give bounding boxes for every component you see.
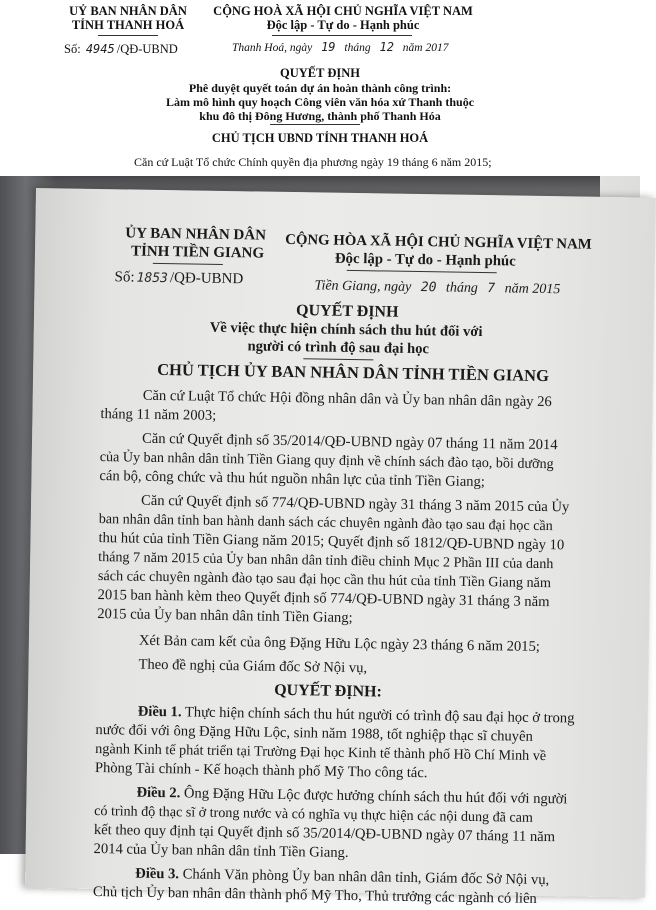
basis-line: 2015 của Ủy ban nhân dân tỉnh Tiền Giang;	[97, 606, 353, 627]
photo-authority-title: CHỦ TỊCH ỦY BAN NHÂN DÂN TỈNH TIỀN GIANG	[157, 359, 550, 386]
decision-title: QUYẾT ĐỊNH	[280, 66, 360, 80]
basis-line: tháng 7 năm 2015 của Ủy ban nhân dân tỉnh điều chỉnh Mục 2 Phần III của danh	[98, 549, 554, 573]
basis-line: Căn cứ Luật Tổ chức Hội đồng nhân dân và Ủy ban nhân dân ngày 26	[142, 387, 552, 411]
article-2-label: Điều 2.	[136, 784, 181, 802]
article-1-label: Điều 1.	[137, 703, 182, 721]
handwritten-day: 19	[321, 40, 336, 54]
article-2-line: 2014 của Ủy ban nhân dân tỉnh Tiền Giang.	[93, 840, 349, 861]
subject-line-1: Phê duyệt quyết toán dự án hoàn thành công trình:	[188, 81, 452, 95]
subject-line-3: khu đô thị Đông Hương, thành phố Thanh Hóa	[199, 109, 441, 123]
basis-line: Căn cứ Quyết định số 774/QĐ-UBND ngày 31 tháng 3 năm 2015 của Ủy	[140, 492, 570, 516]
photo-subject-underline	[303, 358, 373, 360]
national-motto: Độc lập - Tự do - Hạnh phúc	[266, 18, 420, 32]
basis-line: thu hút của tỉnh Tiền Giang năm 2015; Quyết định số 1812/QĐ-UBND ngày 10	[98, 530, 565, 554]
photo-national-title: CỘNG HÒA XÃ HỘI CHỦ NGHĨA VIỆT NAM	[285, 231, 592, 253]
document-number: Số: 4945 /QĐ-UBND	[64, 42, 178, 56]
photo-subject-line-2: người có trình độ sau đại học	[247, 338, 430, 358]
agency-underline	[98, 35, 158, 36]
photo-decision-title: QUYẾT ĐỊNH	[295, 302, 399, 321]
handwritten-month: 12	[379, 40, 394, 54]
article-3-line: Chủ tịch Ủy ban nhân dân thành phố Mỹ Tho, Thủ trưởng các ngành có liên	[92, 883, 537, 907]
national-title: CỘNG HOÀ XÃ HỘI CHỦ NGHĨA VIỆT NAM	[213, 4, 473, 18]
article-2-line: có trình độ thạc sĩ ở trong nước và có nghĩa vụ thực hiện các nội dung đã cam	[94, 802, 534, 826]
article-3-label: Điều 3.	[135, 865, 180, 883]
photo-subject-line-1: Về việc thực hiện chính sách thu hút đối với	[209, 319, 483, 341]
photo-motto-underline	[347, 270, 497, 273]
article-1-line: ngành Kinh tế phát triển tại Trường Đại học Kinh tế thành phố Hồ Chí Minh về	[95, 741, 547, 765]
issue-date: Thanh Hoá, ngày 19 tháng 12 năm 2017	[232, 40, 449, 54]
authority-title: CHỦ TỊCH UBND TỈNH THANH HOÁ	[211, 131, 429, 145]
photo-agency-line-2: TỈNH TIỀN GIANG	[130, 243, 265, 262]
subject-underline	[270, 124, 360, 125]
photo-handwritten-month: 7	[487, 281, 496, 297]
basis-line: ban nhân dân tỉnh ban hành danh sách các chuyên ngành đào tạo sau đại học cần	[98, 511, 553, 535]
basis-line: cán bộ, công chức và thu hút nguồn nhân lực của tỉnh Tiền Giang;	[99, 468, 486, 491]
thanh-hoa-decision-header	[0, 0, 640, 176]
basis-line: tháng 11 năm 2003;	[100, 406, 217, 424]
article-1-line: nước đối với ông Đặng Hữu Lộc, sinh năm 1988, tốt nghiệp thạc sĩ chuyên	[95, 722, 533, 745]
basis-line: của Ủy ban nhân dân tỉnh Tiền Giang quy định về chính sách đào tạo, bồi dưỡng	[99, 449, 554, 473]
photo-agency-underline	[153, 263, 223, 265]
subject-line-2: Làm mô hình quy hoạch Công viên văn hóa xứ Thanh thuộc	[165, 95, 475, 109]
photo-handwritten-day: 20	[420, 280, 437, 296]
tien-giang-decision-photo	[0, 176, 640, 907]
photo-decides-heading: QUYẾT ĐỊNH:	[274, 681, 382, 701]
basis-line: Căn cứ Quyết định số 35/2014/QĐ-UBND ngày 07 tháng 11 năm 2014	[141, 430, 558, 454]
article-3-line: Điều 3. Chánh Văn phòng Ủy ban nhân dân tỉnh, Giám đốc Sở Nội vụ,	[135, 865, 550, 889]
motto-underline	[272, 35, 412, 36]
article-2-line: Điều 2. Ông Đặng Hữu Lộc được hưởng chính sách thu hút đối với người	[136, 784, 568, 808]
photo-national-motto: Độc lập - Tự do - Hạnh phúc	[334, 250, 516, 270]
agency-line-1: UỶ BAN NHÂN DÂN	[69, 4, 187, 18]
photo-handwritten-number: 1853	[136, 270, 169, 287]
agency-line-2: TỈNH THANH HOÁ	[71, 18, 185, 32]
basis-line: Xét Bản cam kết của ông Đặng Hữu Lộc ngày 23 tháng 6 năm 2015;	[138, 632, 541, 655]
photo-agency-line-1: ỦY BAN NHÂN DÂN	[125, 225, 267, 244]
article-2-line: kết theo quy định tại Quyết định số 35/2014/QĐ-UBND ngày 07 tháng 11 năm	[93, 821, 556, 846]
handwritten-number: 4945	[85, 42, 115, 56]
basis-line: Theo đề nghị của Giám đốc Sở Nội vụ,	[138, 656, 368, 677]
photo-document-number: Số: 1853 /QĐ-UBND	[114, 269, 244, 288]
basis-line: 2015 ban hành kèm theo Quyết định số 774/QĐ-UBND ngày 31 tháng 3 năm	[97, 587, 550, 611]
paper-sheet	[25, 188, 656, 907]
photo-issue-date: Tiền Giang, ngày 20 tháng 7 năm 2015	[314, 278, 561, 298]
basis-line: sách các chuyên ngành đào tạo sau đại học cần thu hút của tỉnh Tiền Giang năm	[97, 568, 552, 592]
article-1-line: Phòng Tài chính - Kế hoạch thành phố Mỹ Tho công tác.	[94, 759, 428, 782]
article-1-line: Điều 1. Thực hiện chính sách thu hút người có trình độ sau đại học ở trong	[137, 703, 575, 727]
legal-basis-1: Căn cứ Luật Tổ chức Chính quyền địa phương ngày 19 tháng 6 năm 2015;	[134, 155, 492, 169]
